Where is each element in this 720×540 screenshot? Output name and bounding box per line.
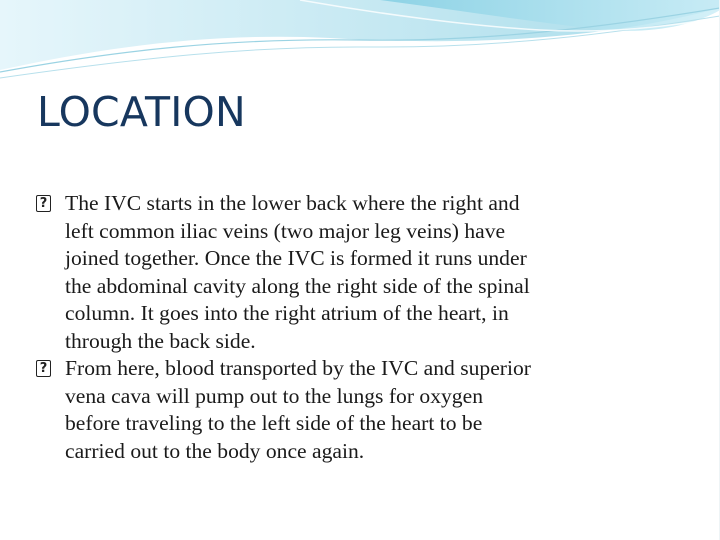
slide-title: LOCATION — [37, 88, 246, 136]
missing-glyph-box-icon — [36, 195, 51, 212]
paragraph-1 — [36, 190, 701, 355]
paragraph-line: From here, blood transported by the IVC and superior — [65, 356, 531, 380]
paragraph-2 — [36, 355, 701, 465]
paragraph-line: vena cava will pump out to the lungs for oxygen — [65, 383, 483, 408]
missing-glyph-box-icon — [36, 360, 51, 377]
paragraph-line: through the back side. — [65, 328, 256, 353]
paragraph-line: carried out to the body once again. — [65, 438, 365, 463]
paragraph-line: joined together. Once the IVC is formed it runs under — [65, 246, 527, 270]
paragraph-line: the abdominal cavity along the right side of the spinal — [65, 273, 530, 298]
paragraph-line: The IVC starts in the lower back where the right and — [65, 191, 520, 215]
paragraph-line: column. It goes into the right atrium of the heart, in — [65, 301, 509, 325]
slide-body — [36, 190, 701, 465]
paragraph-line: before traveling to the left side of the heart to be — [65, 411, 483, 435]
wave-banner — [0, 0, 720, 90]
paragraph-line: left common iliac veins (two major leg veins) have — [65, 218, 506, 243]
